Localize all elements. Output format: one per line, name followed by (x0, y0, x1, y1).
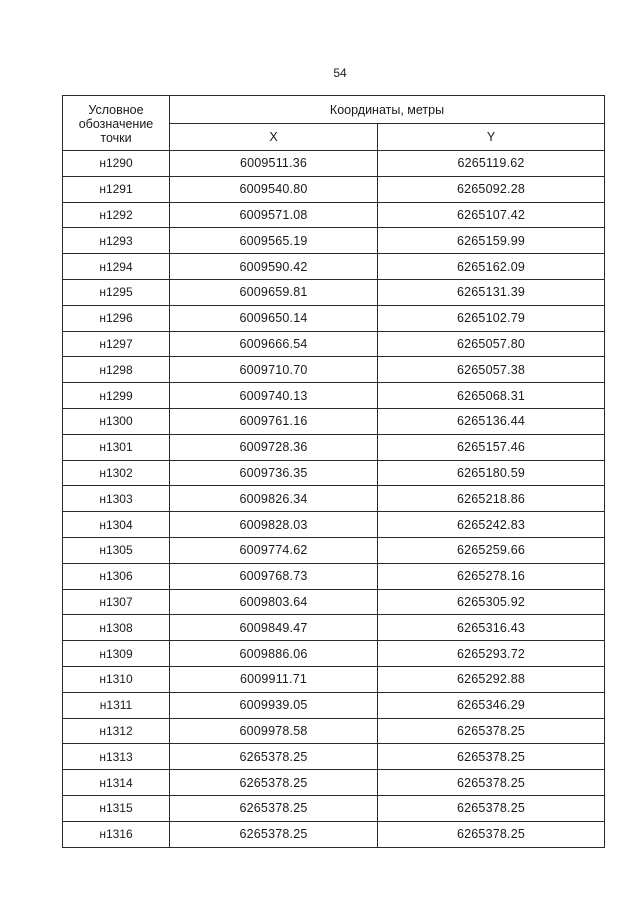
table-row (63, 666, 605, 692)
point-id-cell: н1311 (63, 692, 170, 718)
x-coordinate-cell: 6265378.25 (170, 821, 378, 847)
x-coordinate-cell: 6009571.08 (170, 202, 378, 228)
point-id-cell: н1301 (63, 434, 170, 460)
table-row (63, 641, 605, 667)
point-id-cell: н1293 (63, 228, 170, 254)
point-id-cell: н1297 (63, 331, 170, 357)
table-row (63, 537, 605, 563)
x-coordinate-cell: 6265378.25 (170, 744, 378, 770)
x-coordinate-cell: 6265378.25 (170, 795, 378, 821)
x-coordinate-cell: 6009886.06 (170, 641, 378, 667)
coordinates-header: Координаты, метры (170, 96, 605, 124)
table-row (63, 692, 605, 718)
table-row (63, 202, 605, 228)
x-coordinate-cell: 6009774.62 (170, 537, 378, 563)
point-designation-header: Условное обозначение точки (63, 96, 170, 151)
y-coordinate-cell: 6265136.44 (378, 408, 605, 434)
point-id-cell: н1304 (63, 512, 170, 538)
point-id-cell: н1306 (63, 563, 170, 589)
y-coordinate-cell: 6265242.83 (378, 512, 605, 538)
point-id-cell: н1312 (63, 718, 170, 744)
point-id-cell: н1313 (63, 744, 170, 770)
table-row (63, 151, 605, 177)
point-id-cell: н1292 (63, 202, 170, 228)
table-row (63, 460, 605, 486)
y-coordinate-cell: 6265293.72 (378, 641, 605, 667)
x-coordinate-cell: 6009761.16 (170, 408, 378, 434)
x-coordinate-cell: 6009565.19 (170, 228, 378, 254)
table-row (63, 383, 605, 409)
point-id-cell: н1309 (63, 641, 170, 667)
y-coordinate-cell: 6265278.16 (378, 563, 605, 589)
y-coordinate-cell: 6265102.79 (378, 305, 605, 331)
x-coordinate-cell: 6009650.14 (170, 305, 378, 331)
x-coordinate-cell: 6009659.81 (170, 279, 378, 305)
y-coordinate-cell: 6265068.31 (378, 383, 605, 409)
coordinates-table (62, 95, 605, 848)
y-coordinate-cell: 6265292.88 (378, 666, 605, 692)
point-id-cell: н1294 (63, 254, 170, 280)
y-coordinate-cell: 6265378.25 (378, 718, 605, 744)
y-coordinate-cell: 6265119.62 (378, 151, 605, 177)
x-coordinate-cell: 6009768.73 (170, 563, 378, 589)
table-row (63, 795, 605, 821)
point-id-cell: н1303 (63, 486, 170, 512)
table-row (63, 563, 605, 589)
y-coordinate-cell: 6265218.86 (378, 486, 605, 512)
point-id-cell: н1296 (63, 305, 170, 331)
table-row (63, 279, 605, 305)
x-coordinate-cell: 6009849.47 (170, 615, 378, 641)
point-id-cell: н1315 (63, 795, 170, 821)
point-id-cell: н1290 (63, 151, 170, 177)
point-id-cell: н1308 (63, 615, 170, 641)
point-id-cell: н1298 (63, 357, 170, 383)
x-coordinate-cell: 6009710.70 (170, 357, 378, 383)
y-coordinate-cell: 6265378.25 (378, 821, 605, 847)
y-coordinate-cell: 6265157.46 (378, 434, 605, 460)
x-coordinate-cell: 6009911.71 (170, 666, 378, 692)
point-id-cell: н1310 (63, 666, 170, 692)
x-coordinate-cell: 6009666.54 (170, 331, 378, 357)
table-row (63, 770, 605, 796)
table-row (63, 744, 605, 770)
x-coordinate-cell: 6009540.80 (170, 176, 378, 202)
x-coordinate-cell: 6009740.13 (170, 383, 378, 409)
y-coordinate-cell: 6265057.38 (378, 357, 605, 383)
y-column-header: Y (378, 124, 605, 151)
point-id-cell: н1302 (63, 460, 170, 486)
table-row (63, 615, 605, 641)
point-id-cell: н1314 (63, 770, 170, 796)
point-id-cell: н1291 (63, 176, 170, 202)
y-coordinate-cell: 6265159.99 (378, 228, 605, 254)
table-row (63, 254, 605, 280)
y-coordinate-cell: 6265378.25 (378, 795, 605, 821)
table-body (63, 151, 605, 848)
x-coordinate-cell: 6009803.64 (170, 589, 378, 615)
table-row (63, 589, 605, 615)
x-coordinate-cell: 6009511.36 (170, 151, 378, 177)
y-coordinate-cell: 6265346.29 (378, 692, 605, 718)
table-header (63, 96, 605, 151)
x-coordinate-cell: 6009828.03 (170, 512, 378, 538)
y-coordinate-cell: 6265259.66 (378, 537, 605, 563)
point-id-cell: н1316 (63, 821, 170, 847)
y-coordinate-cell: 6265180.59 (378, 460, 605, 486)
y-coordinate-cell: 6265378.25 (378, 744, 605, 770)
y-coordinate-cell: 6265092.28 (378, 176, 605, 202)
y-coordinate-cell: 6265107.42 (378, 202, 605, 228)
table-row (63, 176, 605, 202)
x-column-header: X (170, 124, 378, 151)
x-coordinate-cell: 6009590.42 (170, 254, 378, 280)
table-row (63, 331, 605, 357)
x-coordinate-cell: 6009736.35 (170, 460, 378, 486)
x-coordinate-cell: 6009939.05 (170, 692, 378, 718)
table-row (63, 305, 605, 331)
point-id-cell: н1305 (63, 537, 170, 563)
table-row (63, 486, 605, 512)
point-id-cell: н1300 (63, 408, 170, 434)
point-id-cell: н1299 (63, 383, 170, 409)
y-coordinate-cell: 6265131.39 (378, 279, 605, 305)
table-row (63, 228, 605, 254)
point-id-cell: н1307 (63, 589, 170, 615)
table-row (63, 821, 605, 847)
y-coordinate-cell: 6265316.43 (378, 615, 605, 641)
table-row (63, 434, 605, 460)
x-coordinate-cell: 6265378.25 (170, 770, 378, 796)
x-coordinate-cell: 6009826.34 (170, 486, 378, 512)
x-coordinate-cell: 6009978.58 (170, 718, 378, 744)
y-coordinate-cell: 6265378.25 (378, 770, 605, 796)
table-row (63, 357, 605, 383)
point-id-cell: н1295 (63, 279, 170, 305)
table-row (63, 718, 605, 744)
table-row (63, 408, 605, 434)
table-row (63, 512, 605, 538)
y-coordinate-cell: 6265057.80 (378, 331, 605, 357)
y-coordinate-cell: 6265305.92 (378, 589, 605, 615)
y-coordinate-cell: 6265162.09 (378, 254, 605, 280)
page-number: 54 (333, 66, 347, 80)
x-coordinate-cell: 6009728.36 (170, 434, 378, 460)
